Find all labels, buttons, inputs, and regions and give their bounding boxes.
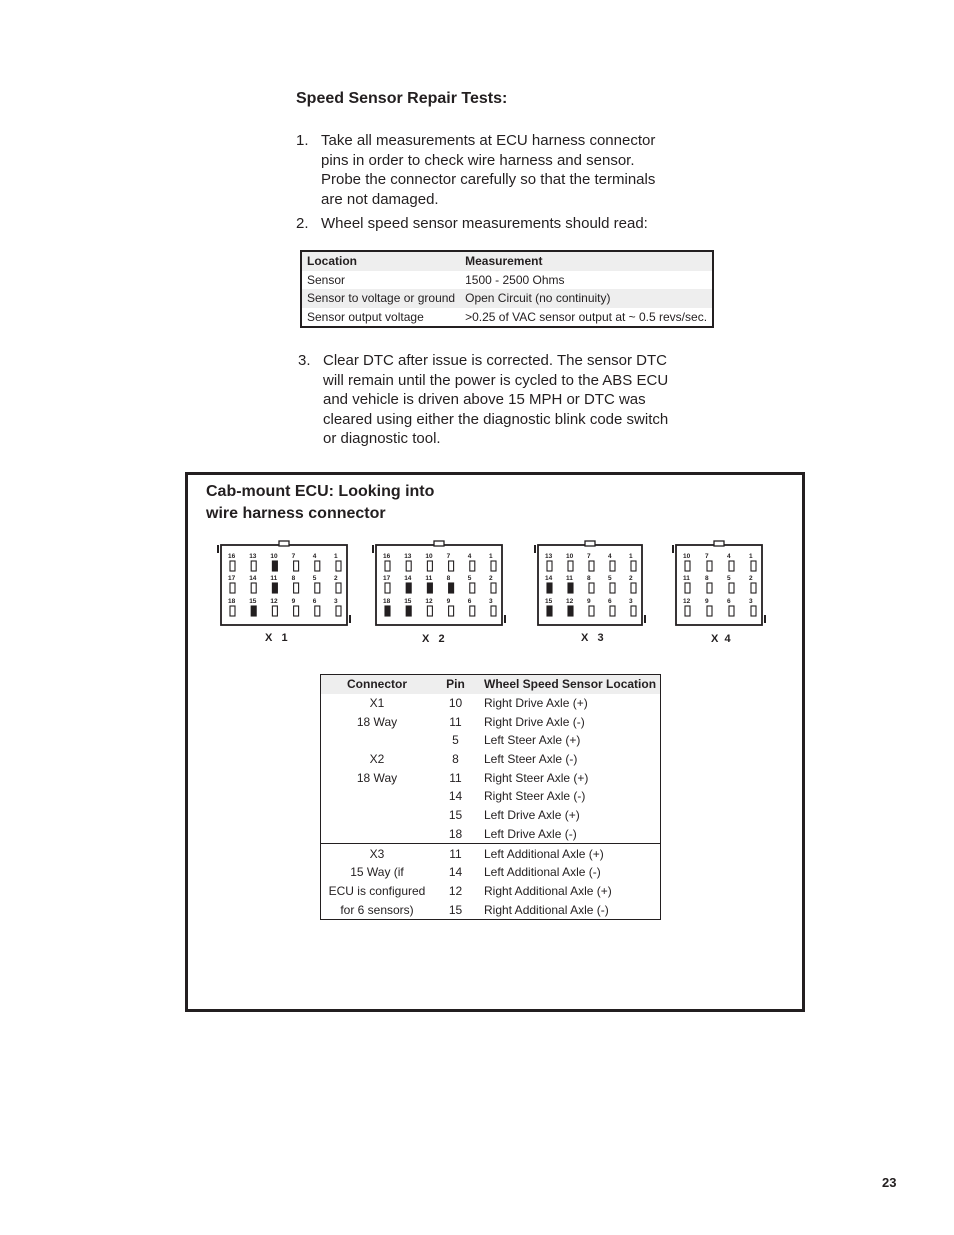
pin-terminal-empty	[427, 606, 432, 616]
pin-number-label: 15	[545, 598, 553, 605]
pin-number-label: 10	[425, 553, 433, 560]
pin-terminal-empty	[315, 583, 320, 593]
page-number: 23	[882, 1175, 897, 1190]
pin-terminal-empty	[631, 606, 636, 616]
table-cell: 18 Way	[356, 714, 398, 729]
pin-number-label: 16	[383, 553, 391, 560]
table-cell	[321, 806, 434, 825]
pin-terminal-filled	[406, 583, 411, 593]
table-cell: 14	[448, 865, 463, 880]
table-cell: for 6 sensors)	[340, 902, 414, 917]
pin-terminal-empty	[336, 561, 341, 571]
table-row	[321, 844, 661, 863]
table-cell: ECU is configured	[328, 883, 426, 898]
step-number: 2.	[296, 215, 309, 233]
table-cell: 10	[448, 696, 463, 711]
pin-number-label: 11	[270, 575, 278, 582]
table-cell: 12	[448, 883, 463, 898]
pin-terminal-empty	[385, 583, 390, 593]
step-line: cleared using either the diagnostic blink code switch	[323, 410, 669, 428]
pin-number-label: 7	[446, 553, 451, 560]
table-cell: 18 Way	[356, 770, 398, 785]
pin-number-label: 2	[628, 575, 633, 582]
step-line: will remain until the power is cycled to the ABS ECU	[323, 371, 669, 389]
pin-number-label: 4	[726, 553, 731, 560]
pin-number-label: 13	[249, 553, 257, 560]
pin-terminal-filled	[385, 606, 390, 616]
pin-terminal-empty	[610, 583, 615, 593]
table-cell: 11	[449, 770, 462, 785]
pin-terminal-empty	[294, 606, 299, 616]
connector-latch	[714, 541, 724, 546]
pin-number-label: 2	[333, 575, 338, 582]
pin-terminal-filled	[427, 583, 432, 593]
table-cell: Left Additional Axle (-)	[484, 865, 601, 880]
table-cell: X1	[369, 696, 385, 711]
pin-terminal-filled	[406, 606, 411, 616]
step-line: Clear DTC after issue is corrected. The sensor DTC	[323, 352, 667, 369]
connector-label-x1: X 1	[265, 632, 288, 644]
connector-body	[376, 545, 502, 625]
pin-terminal-empty	[751, 561, 756, 571]
pin-terminal-filled	[547, 583, 552, 593]
pin-terminal-empty	[470, 606, 475, 616]
pin-terminal-empty	[729, 561, 734, 571]
pin-number-label: 13	[545, 553, 553, 560]
table-row	[321, 768, 661, 787]
table-cell: Left Steer Axle (+)	[484, 733, 581, 748]
pin-number-label: 5	[312, 575, 317, 582]
pin-terminal-filled	[568, 606, 573, 616]
pin-number-label: 4	[467, 553, 472, 560]
pin-terminal-empty	[751, 606, 756, 616]
pin-number-label: 11	[565, 575, 573, 582]
pin-terminal-empty	[272, 606, 277, 616]
pin-terminal-empty	[491, 606, 496, 616]
connector-label-x4: X 4	[711, 633, 731, 645]
pin-number-label: 1	[628, 553, 633, 560]
pin-number-label: 11	[683, 575, 690, 582]
pin-table	[320, 674, 661, 920]
pin-number-label: 11	[425, 575, 433, 582]
pin-terminal-empty	[251, 583, 256, 593]
table-cell: Right Additional Axle (+)	[484, 883, 612, 898]
pin-number-label: 14	[545, 575, 553, 582]
pin-number-label: 1	[488, 553, 493, 560]
pin-number-label: 13	[404, 553, 412, 560]
table-cell: 11	[449, 714, 462, 729]
pin-terminal-empty	[251, 561, 256, 571]
table-row	[321, 806, 661, 825]
pin-terminal-empty	[707, 606, 712, 616]
pin-terminal-empty	[294, 561, 299, 571]
table-row	[321, 694, 661, 713]
pin-number-label: 6	[607, 598, 612, 605]
table-cell: Sensor output voltage	[307, 309, 424, 324]
pin-terminal-empty	[610, 561, 615, 571]
pin-terminal-filled	[547, 606, 552, 616]
pin-terminal-empty	[449, 561, 454, 571]
pin-number-label: 17	[228, 575, 236, 582]
table-cell: X3	[321, 844, 434, 863]
column-header: Pin	[446, 677, 465, 692]
pin-number-label: 17	[383, 575, 391, 582]
pin-terminal-empty	[631, 561, 636, 571]
step-line: pins in order to check wire harness and sensor.	[321, 151, 635, 169]
pin-number-label: 8	[446, 575, 451, 582]
table-cell: 14	[448, 789, 463, 804]
pin-number-label: 8	[291, 575, 296, 582]
pin-number-label: 3	[488, 598, 493, 605]
table-cell: 15 Way (if	[350, 865, 404, 880]
table-cell: 5	[452, 733, 459, 748]
pin-terminal-empty	[685, 606, 690, 616]
diagram-title-line: wire harness connector	[206, 505, 386, 522]
pin-number-label: 4	[607, 553, 612, 560]
connector-latch	[279, 541, 289, 546]
pin-number-label: 16	[228, 553, 236, 560]
table-cell: Right Drive Axle (-)	[484, 714, 585, 729]
pin-terminal-empty	[427, 561, 432, 571]
pin-number-label: 9	[291, 598, 296, 605]
column-header: Location	[307, 254, 357, 269]
pin-terminal-empty	[449, 606, 454, 616]
pin-number-label: 10	[565, 553, 574, 560]
pin-number-label: 18	[228, 598, 236, 605]
step-line: Take all measurements at ECU harness connector	[321, 132, 656, 149]
pin-terminal-empty	[589, 606, 594, 616]
pin-number-label: 12	[565, 598, 574, 605]
step-line: or diagnostic tool.	[323, 430, 441, 448]
table-cell: 11	[433, 844, 478, 863]
pin-terminal-empty	[230, 606, 235, 616]
pin-terminal-empty	[385, 561, 390, 571]
pin-terminal-empty	[315, 561, 320, 571]
pin-terminal-filled	[272, 561, 277, 571]
step-line: Probe the connector carefully so that the terminals	[321, 171, 656, 189]
pin-terminal-empty	[685, 583, 690, 593]
pin-number-label: 7	[586, 553, 591, 560]
connector-label-x3: X 3	[581, 632, 604, 644]
table-row	[321, 731, 661, 750]
table-cell: 8	[452, 752, 459, 767]
pin-terminal-empty	[406, 561, 411, 571]
pin-number-label: 14	[404, 575, 412, 582]
table-cell: >0.25 of VAC sensor output at ~ 0.5 revs/sec.	[465, 309, 708, 324]
connector-latch	[585, 541, 595, 546]
table-cell: X2	[369, 752, 385, 767]
pin-terminal-empty	[751, 583, 756, 593]
pin-number-label: 10	[270, 553, 278, 560]
pin-number-label: 7	[704, 553, 709, 560]
pin-number-label: 6	[726, 598, 731, 605]
table-cell: Sensor to voltage or ground	[307, 291, 456, 306]
table-cell: Left Steer Axle (-)	[484, 752, 578, 767]
pin-number-label: 15	[249, 598, 257, 605]
pin-number-label: 9	[586, 598, 591, 605]
pin-number-label: 7	[291, 553, 296, 560]
pin-number-label: 10	[683, 553, 691, 560]
pin-number-label: 8	[586, 575, 591, 582]
pin-terminal-empty	[336, 606, 341, 616]
pin-terminal-empty	[470, 583, 475, 593]
pin-number-label: 9	[704, 598, 709, 605]
connector-body	[221, 545, 347, 625]
pin-number-label: 4	[312, 553, 317, 560]
table-cell: Right Additional Axle (-)	[484, 902, 609, 917]
table-cell: Left Drive Axle (-)	[484, 826, 577, 841]
column-header: Measurement	[465, 254, 543, 269]
table-row	[321, 900, 661, 919]
step-line: and vehicle is driven above 15 MPH or DTC was	[323, 391, 646, 409]
table-cell	[321, 825, 434, 844]
pin-number-label: 1	[748, 553, 753, 560]
pin-terminal-empty	[491, 561, 496, 571]
table-row	[321, 712, 661, 731]
table-cell: Right Steer Axle (+)	[484, 770, 589, 785]
pin-number-label: 3	[748, 598, 753, 605]
table-cell: Open Circuit (no continuity)	[465, 291, 611, 306]
pin-number-label: 15	[404, 598, 412, 605]
table-cell	[321, 787, 434, 806]
pin-terminal-empty	[729, 606, 734, 616]
pin-terminal-empty	[568, 561, 573, 571]
table-row	[321, 750, 661, 769]
table-cell	[321, 731, 434, 750]
table-cell: 15	[448, 902, 463, 917]
pin-number-label: 6	[467, 598, 472, 605]
table-row	[321, 787, 661, 806]
pin-number-label: 1	[333, 553, 338, 560]
table-header-row	[321, 675, 661, 694]
pin-terminal-empty	[610, 606, 615, 616]
step-number: 1.	[296, 132, 309, 149]
table-cell: Left Drive Axle (+)	[484, 808, 580, 823]
pin-terminal-filled	[272, 583, 277, 593]
pin-terminal-empty	[631, 583, 636, 593]
pin-number-label: 3	[333, 598, 338, 605]
pin-terminal-filled	[251, 606, 256, 616]
diagram-title-line: Cab-mount ECU: Looking into	[206, 483, 435, 500]
table-cell: Right Steer Axle (-)	[484, 789, 586, 804]
table-cell: 15	[448, 808, 463, 823]
pin-number-label: 5	[607, 575, 612, 582]
pin-terminal-empty	[707, 561, 712, 571]
step-line: Wheel speed sensor measurements should read:	[321, 215, 648, 233]
table-row	[321, 825, 661, 844]
pin-terminal-empty	[336, 583, 341, 593]
section-title: Speed Sensor Repair Tests:	[296, 90, 508, 107]
pin-terminal-filled	[449, 583, 454, 593]
pin-number-label: 3	[628, 598, 633, 605]
pin-terminal-empty	[685, 561, 690, 571]
pin-number-label: 2	[488, 575, 493, 582]
step-line: are not damaged.	[321, 190, 439, 208]
pin-number-label: 6	[312, 598, 317, 605]
table-cell: Left Additional Axle (+)	[478, 844, 661, 863]
table-row	[321, 882, 661, 901]
pin-terminal-empty	[589, 583, 594, 593]
pin-terminal-empty	[230, 561, 235, 571]
pin-number-label: 14	[249, 575, 257, 582]
step-number: 3.	[298, 352, 311, 369]
pin-number-label: 9	[446, 598, 451, 605]
pin-terminal-empty	[315, 606, 320, 616]
table-cell: Right Drive Axle (+)	[484, 696, 588, 711]
pin-terminal-empty	[230, 583, 235, 593]
pin-terminal-empty	[491, 583, 496, 593]
pin-terminal-empty	[729, 583, 734, 593]
column-header: Wheel Speed Sensor Location	[484, 677, 657, 692]
column-header: Connector	[347, 677, 407, 692]
pin-number-label: 8	[704, 575, 709, 582]
connector-label-x2: X 2	[422, 633, 445, 645]
pin-number-label: 12	[270, 598, 278, 605]
pin-number-label: 18	[383, 598, 391, 605]
pin-terminal-empty	[470, 561, 475, 571]
pin-terminal-empty	[294, 583, 299, 593]
pin-number-label: 2	[748, 575, 753, 582]
table-cell: 18	[448, 826, 463, 841]
pin-terminal-empty	[589, 561, 594, 571]
pin-number-label: 12	[683, 598, 691, 605]
table-cell: 1500 - 2500 Ohms	[465, 272, 565, 287]
connector-latch	[434, 541, 444, 546]
table-row	[321, 863, 661, 882]
table-cell: Sensor	[307, 272, 346, 287]
pin-terminal-empty	[547, 561, 552, 571]
pin-terminal-empty	[707, 583, 712, 593]
pin-number-label: 5	[467, 575, 472, 582]
pin-number-label: 12	[425, 598, 433, 605]
pin-number-label: 5	[726, 575, 731, 582]
pin-terminal-filled	[568, 583, 573, 593]
